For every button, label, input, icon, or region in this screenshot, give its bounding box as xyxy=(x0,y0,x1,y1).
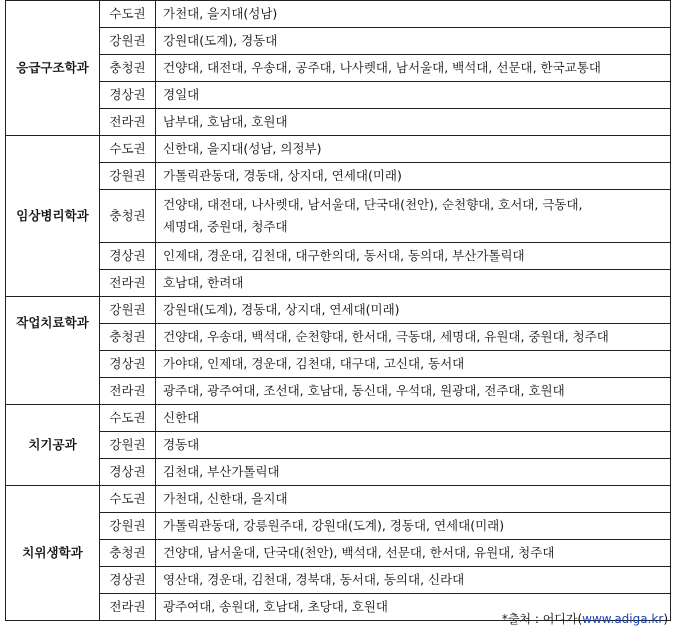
table-row xyxy=(6,270,671,297)
table-row xyxy=(6,459,671,486)
region-cell: 경상권 xyxy=(100,459,156,486)
schools-cell: 가천대, 신한대, 을지대 xyxy=(156,486,671,513)
table-row xyxy=(6,28,671,55)
schools-cell: 강원대(도계), 경동대 xyxy=(156,28,671,55)
schools-cell: 호남대, 한려대 xyxy=(156,270,671,297)
schools-line: 건양대, 대전대, 나사렛대, 남서울대, 단국대(천안), 순천향대, 호서대, 극동대, xyxy=(163,197,583,212)
region-cell: 충청권 xyxy=(100,540,156,567)
table-row xyxy=(6,163,671,190)
table-row xyxy=(6,567,671,594)
table-row xyxy=(6,82,671,109)
dept-label: 작업치료학과 xyxy=(16,315,89,330)
table-row xyxy=(6,190,671,243)
schools-cell: 신한대 xyxy=(156,405,671,432)
region-cell: 수도권 xyxy=(100,405,156,432)
table-row xyxy=(6,513,671,540)
table-row xyxy=(6,55,671,82)
table-row xyxy=(6,297,671,324)
region-cell: 경상권 xyxy=(100,243,156,270)
schools-cell: 김천대, 부산가톨릭대 xyxy=(156,459,671,486)
schools-cell: 건양대, 우송대, 백석대, 순천향대, 한서대, 극동대, 세명대, 유원대, 중원대, 청주대 xyxy=(156,324,671,351)
region-cell: 강원권 xyxy=(100,432,156,459)
region-cell: 강원권 xyxy=(100,163,156,190)
table-row xyxy=(6,243,671,270)
region-cell: 충청권 xyxy=(100,55,156,82)
dept-cell xyxy=(6,297,100,405)
schools-cell: 가야대, 인제대, 경운대, 김천대, 대구대, 고신대, 동서대 xyxy=(156,351,671,378)
table-row xyxy=(6,109,671,136)
source-link[interactable]: www.adiga.kr xyxy=(582,612,664,626)
schools-cell: 강원대(도계), 경동대, 상지대, 연세대(미래) xyxy=(156,297,671,324)
schools-cell: 건양대, 대전대, 우송대, 공주대, 나사렛대, 남서울대, 백석대, 선문대, 한국교통대 xyxy=(156,55,671,82)
region-cell: 강원권 xyxy=(100,513,156,540)
department-region-table xyxy=(5,0,671,621)
schools-cell: 가톨릭관동대, 강릉원주대, 강원대(도계), 경동대, 연세대(미래) xyxy=(156,513,671,540)
source-suffix: ) xyxy=(663,612,668,626)
source-note xyxy=(502,610,668,627)
region-cell: 전라권 xyxy=(100,378,156,405)
dept-cell: 치위생학과 xyxy=(6,486,100,621)
table-row xyxy=(6,432,671,459)
region-cell: 수도권 xyxy=(100,136,156,163)
dept-cell: 응급구조학과 xyxy=(6,1,100,136)
schools-cell: 인제대, 경운대, 김천대, 대구한의대, 동서대, 동의대, 부산가톨릭대 xyxy=(156,243,671,270)
region-cell: 경상권 xyxy=(100,82,156,109)
region-cell: 충청권 xyxy=(100,324,156,351)
table-row xyxy=(6,136,671,163)
schools-cell: 경동대 xyxy=(156,432,671,459)
region-cell: 전라권 xyxy=(100,109,156,136)
region-cell: 전라권 xyxy=(100,270,156,297)
schools-cell: 경일대 xyxy=(156,82,671,109)
table-row xyxy=(6,405,671,432)
region-cell: 강원권 xyxy=(100,297,156,324)
table-row xyxy=(6,378,671,405)
region-cell: 경상권 xyxy=(100,351,156,378)
table-row xyxy=(6,351,671,378)
schools-cell: 신한대, 을지대(성남, 의정부) xyxy=(156,136,671,163)
schools-line: 세명대, 중원대, 청주대 xyxy=(163,219,288,234)
dept-cell: 치기공과 xyxy=(6,405,100,486)
schools-cell: 가톨릭관동대, 경동대, 상지대, 연세대(미래) xyxy=(156,163,671,190)
schools-cell: 가천대, 을지대(성남) xyxy=(156,1,671,28)
source-prefix: *출처 : 어디가( xyxy=(501,612,583,626)
region-cell: 강원권 xyxy=(100,28,156,55)
region-cell: 충청권 xyxy=(100,190,156,243)
table-row xyxy=(6,486,671,513)
table-row xyxy=(6,1,671,28)
region-cell: 수도권 xyxy=(100,1,156,28)
schools-cell: 광주여대, 송원대, 호남대, 초당대, 호원대 xyxy=(156,594,671,621)
schools-cell: 영산대, 경운대, 김천대, 경북대, 동서대, 동의대, 신라대 xyxy=(156,567,671,594)
schools-cell: 건양대, 남서울대, 단국대(천안), 백석대, 선문대, 한서대, 유원대, 청주대 xyxy=(156,540,671,567)
schools-cell xyxy=(156,190,671,243)
schools-cell: 광주대, 광주여대, 조선대, 호남대, 동신대, 우석대, 원광대, 전주대, 호원대 xyxy=(156,378,671,405)
region-cell: 수도권 xyxy=(100,486,156,513)
table-row xyxy=(6,324,671,351)
region-cell: 경상권 xyxy=(100,567,156,594)
schools-cell: 남부대, 호남대, 호원대 xyxy=(156,109,671,136)
region-cell: 전라권 xyxy=(100,594,156,621)
dept-cell: 임상병리학과 xyxy=(6,136,100,297)
table-row xyxy=(6,540,671,567)
